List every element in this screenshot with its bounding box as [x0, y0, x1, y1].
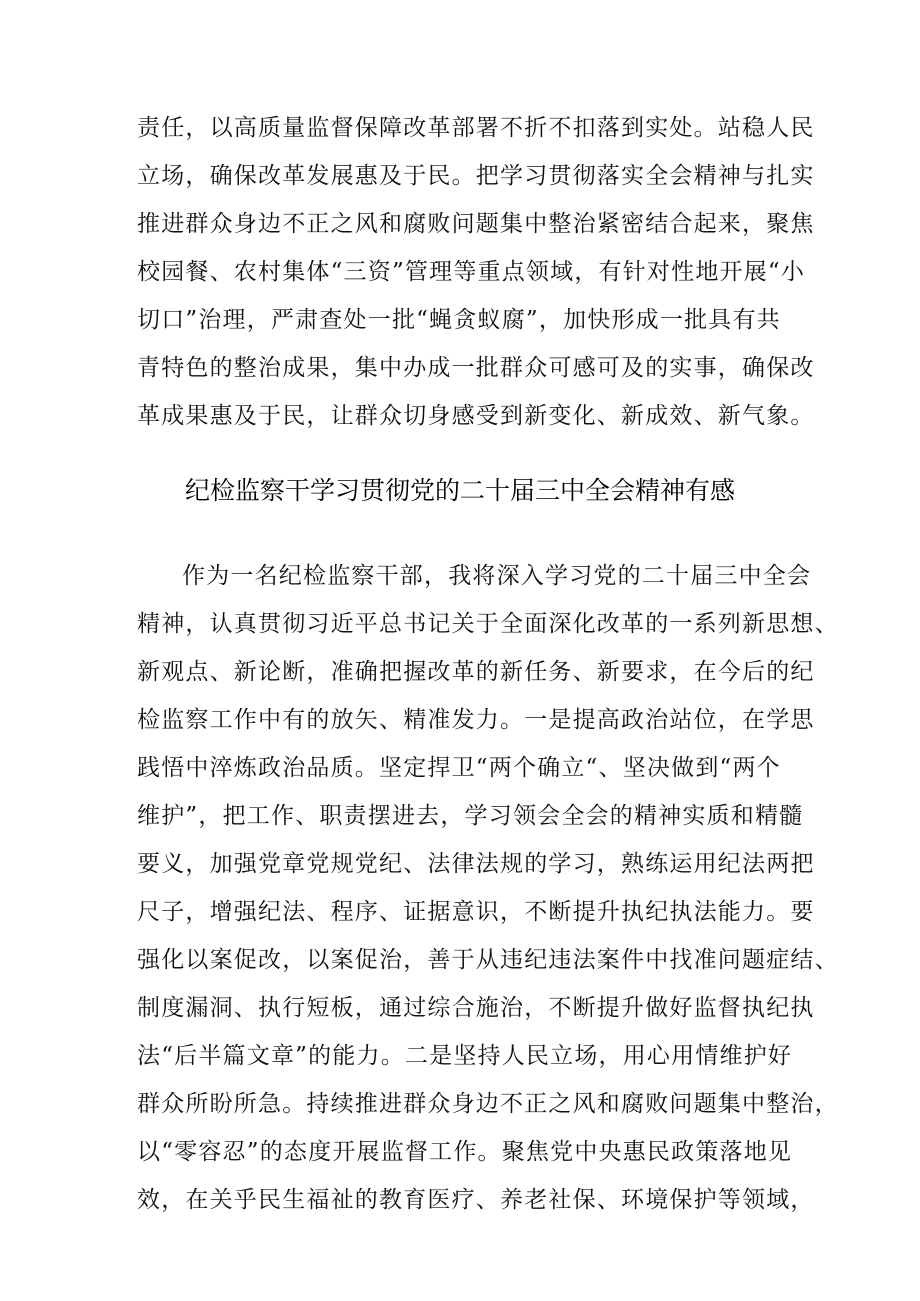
paragraph-line: 强化以案促改，以案促治，善于从违纪违法案件中找准问题症结、: [137, 947, 839, 973]
paragraph-line: 法“后半篇文章”的能力。二是坚持人民立场，用心用情维护好: [137, 1043, 793, 1069]
paragraph-line: 维护”，把工作、职责摆进去，学习领会全会的精神实质和精髓: [137, 803, 804, 829]
paragraph-line: 要义，加强党章党规党纪、法律法规的学习，熟练运用纪法两把: [137, 851, 815, 877]
article-title: 纪检监察干学习贯彻党的二十届三中全会精神有感: [184, 476, 735, 505]
paragraph-line: 制度漏洞、执行短板，通过综合施治，不断提升做好监督执纪执: [137, 995, 815, 1021]
paragraph-line: 精神，认真贯彻习近平总书记关于全面深化改革的一系列新思想、: [137, 611, 839, 637]
paragraph-line: 以“零容忍”的态度开展监督工作。聚焦党中央惠民政策落地见: [137, 1139, 793, 1165]
paragraph-line: 切口”治理，严肃查处一批“蝇贪蚁腐”，加快形成一批具有共: [137, 307, 781, 333]
paragraph-line: 立场，确保改革发展惠及于民。把学习贯彻落实全会精神与扎实: [137, 163, 815, 189]
paragraph-line: 校园餐、农村集体“三资”管理等重点领域，有针对性地开展“小: [137, 259, 806, 285]
paragraph-line: 检监察工作中有的放矢、精准发力。一是提高政治站位，在学思: [137, 707, 815, 733]
paragraph-line: 尺子，增强纪法、程序、证据意识，不断提升执纪执法能力。要: [137, 899, 815, 925]
paragraph-line: 群众所盼所急。持续推进群众身边不正之风和腐败问题集中整治，: [137, 1091, 839, 1117]
paragraph-line: 践悟中淬炼政治品质。坚定捍卫“两个确立“、坚决做到“两个: [137, 755, 781, 781]
paragraph-line: 作为一名纪检监察干部，我将深入学习党的二十届三中全会: [182, 563, 812, 589]
paragraph-line: 革成果惠及于民，让群众切身感受到新变化、新成效、新气象。: [137, 403, 815, 429]
paragraph-line: 推进群众身边不正之风和腐败问题集中整治紧密结合起来，聚焦: [137, 211, 815, 237]
paragraph-line: 新观点、新论断，准确把握改革的新任务、新要求，在今后的纪: [137, 659, 815, 685]
paragraph-line: 效，在关乎民生福祉的教育医疗、养老社保、环境保护等领域，: [137, 1187, 815, 1213]
paragraph-line: 青特色的整治成果，集中办成一批群众可感可及的实事，确保改: [137, 355, 815, 381]
paragraph-line: 责任，以高质量监督保障改革部署不折不扣落到实处。站稳人民: [137, 115, 815, 141]
